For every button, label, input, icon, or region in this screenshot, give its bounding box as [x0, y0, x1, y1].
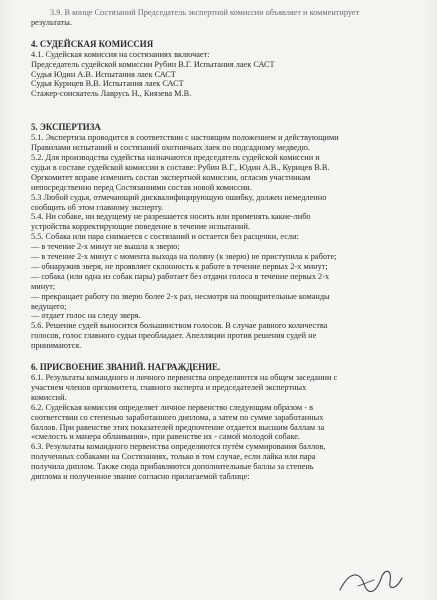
section3-line1: 3.9. В конце Состязаний Председатель экспертной комиссии объявляет и комментирует — [50, 8, 360, 17]
section5-line: 5.1. Экспертиза проводится в соответствии с настоящим положением и действующими — [31, 133, 339, 143]
section5-line: — отдает голос на следу зверя. — [31, 311, 141, 321]
section4-heading: 4. СУДЕЙСКАЯ КОМИССИЯ — [31, 38, 154, 49]
section6-line: 6.1. Результаты командного и личного первенства определяются на общем заседании с — [31, 373, 338, 382]
section6-line: баллов. При равенстве этих показателей предпочтение отдается высшим баллам за — [31, 422, 325, 432]
document-body — [31, 8, 431, 482]
section6-line: полученных собаками на Состязаниях, только в том случае, если лайка или пара — [31, 452, 316, 462]
section5-line: минут; — [31, 281, 56, 291]
section5-line: принимаются. — [31, 341, 82, 351]
section6-line: 6.2. Судейская комиссия определяет личное первенство следующим образом - в — [31, 402, 313, 412]
section4-line: Стажер-соискатель Лаврусь Н., Киязева М.В. — [31, 89, 192, 99]
section5-line: 5.6. Решение судей выносится большинством голосов. В случае равного количества — [31, 321, 328, 331]
section5-heading: 5. ЭКСПЕРТИЗА — [31, 122, 101, 133]
section4-line: Судья Курицев В.В. Испытания лаек САСТ — [31, 79, 184, 89]
section5-line: устройства корректирующие поведение в течение испытаний. — [31, 222, 250, 232]
section6-line: комиссий. — [31, 392, 67, 402]
section5-line: сообщить об этом главному эксперту. — [31, 202, 164, 212]
section5-line: голосов, голос главного судьи преобладает. Апелляции против решения судей не — [31, 331, 317, 341]
section5-line: — обнаружив зверя, не проявляет склонность к работе в течение первых 2-х минут; — [31, 261, 328, 271]
section5-line: Оргкомитет вправе изменить состав экспертной комиссии, огласив участникам — [31, 172, 311, 182]
section5-line: ведущего; — [31, 301, 67, 311]
section5-line: Правилами испытаний и состязаний охотничьих лаек по подсадному медведю. — [31, 143, 310, 153]
section6-line: диплома и полученное звание согласно прилагаемой таблице: — [31, 472, 250, 482]
signature-mark — [330, 560, 410, 600]
section5-line: — собака (или одна из собак пары) работает без отдачи голоса в течение первых 2-х — [31, 271, 330, 281]
section6-heading: 6. ПРИСВОЕНИЕ ЗВАНИЙ. НАГРАЖДЕНИЕ. — [31, 362, 221, 373]
section5-line: — прекращает работу по зверю более 2-х раз, несмотря на поощрительные команды — [31, 291, 330, 301]
section6-line: соответствии со степенью заработанного диплома, а затем по сумме заработанных — [31, 412, 324, 422]
section5-line: 5.5. Собака или пара снимается с состязаний и остается без расценки, если: — [31, 232, 299, 242]
section6-line: «смелость и манера облаивания», при равенстве их - самой молодой собаке. — [31, 432, 301, 442]
section5-line: 5.4. Ни собаке, ни ведущему не разрешается носить или применять какие-либо — [31, 212, 311, 222]
section6-line: 6.3. Результаты командного первенства определяются путём суммирования баллов, — [31, 442, 326, 452]
section5-line: 5.2. Для производства судейства назначаются председатель судейской комиссии и — [31, 152, 320, 162]
section5-line: 5.3 Любой судья, отмечающий дисквалифицирующую ошибку, должен немедленно — [31, 192, 327, 202]
section4-line: Судья Юдин А.В. Испытания лаек САСТ — [31, 69, 176, 79]
section3-line2: результаты. — [31, 17, 72, 27]
section4-line: 4.1. Судейская комиссия на состязаниях включает: — [31, 49, 210, 59]
section5-line: судьи в составе судейской комиссии в составе: Рубин В.Г., Юдин А.В., Курицев В.В. — [31, 162, 330, 172]
section5-line: — в течение 2-х минут с момента выхода на поляну (к зверю) не приступила к работе; — [31, 252, 337, 262]
section5-line: — в течение 2-х минут не вышла к зверю; — [31, 242, 180, 252]
section5-line: непосредственно перед Состязаниями состав новой комиссии. — [31, 182, 252, 192]
section6-line: участием членов оргкомитета, главного эксперта и председателей экспертных — [31, 382, 307, 392]
section6-line: получила диплом. Также сюда прибавляются дополнительные баллы за степень — [31, 462, 314, 472]
section4-line: Председатель судейской комиссии Рубин В.Г. Испытания лаек САСТ — [31, 59, 275, 69]
